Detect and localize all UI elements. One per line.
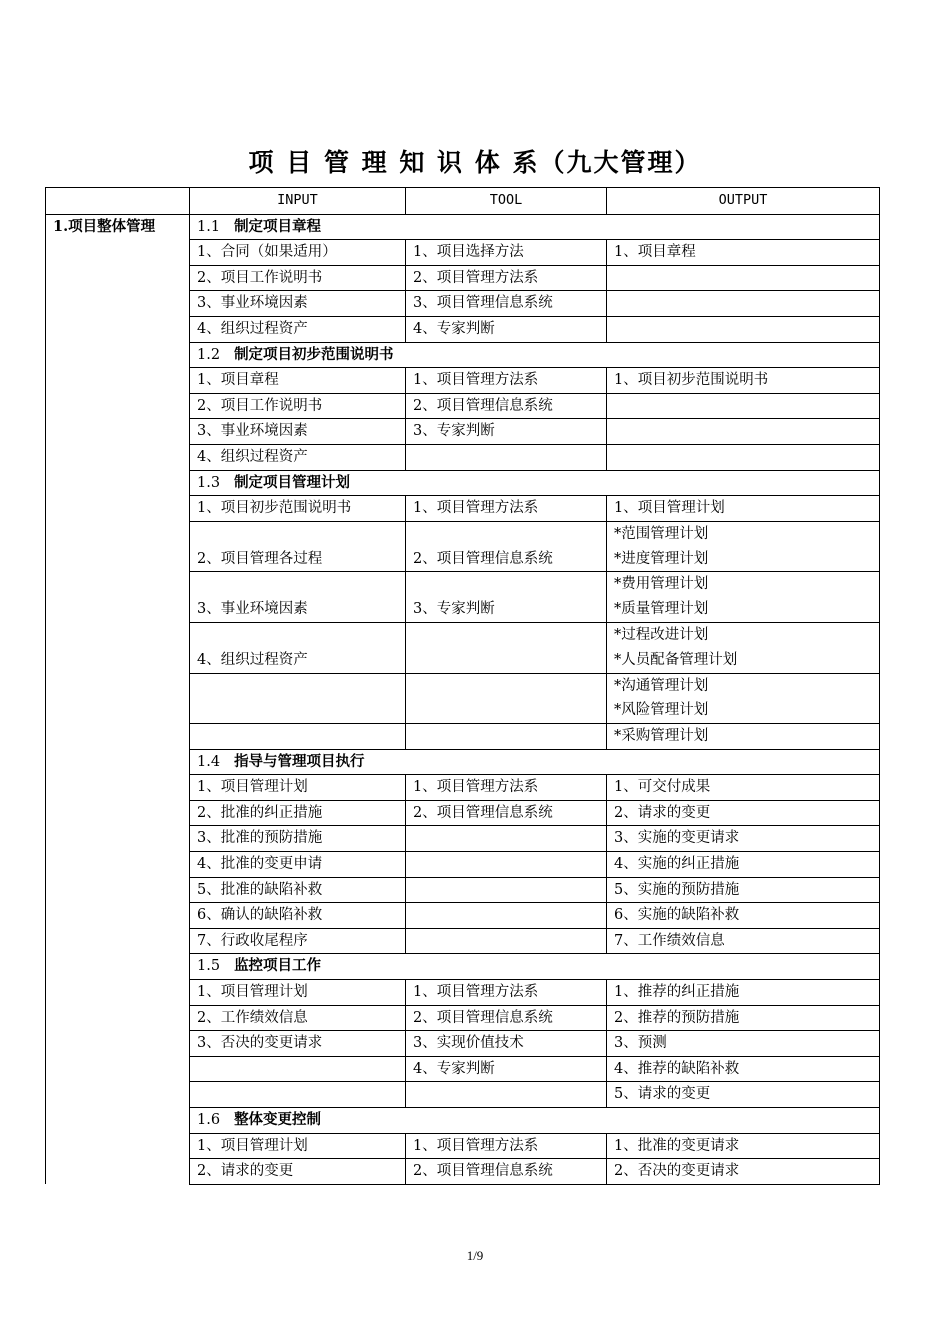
input-cell: 1、项目管理计划: [190, 1133, 406, 1159]
section-heading: [190, 954, 880, 980]
section-heading: [190, 1108, 880, 1134]
tool-cell: [406, 444, 607, 470]
tool-cell: 1、项目选择方法: [406, 240, 607, 266]
section-number: 1.2: [197, 346, 221, 363]
output-cell: 3、实施的变更请求: [607, 826, 880, 852]
input-cell: 2、批准的纠正措施: [190, 800, 406, 826]
input-cell: 3、批准的预防措施: [190, 826, 406, 852]
page-title: 项 目 管 理 知 识 体 系（九大管理）: [248, 148, 702, 177]
input-cell: 2、请求的变更: [190, 1159, 406, 1185]
tool-cell: 2、项目管理方法系: [406, 265, 607, 291]
input-cell: 1、项目管理计划: [190, 775, 406, 801]
tool-cell: [406, 826, 607, 852]
output-cell: [607, 393, 880, 419]
header-row: [46, 188, 880, 215]
section-name: 制定项目章程: [234, 217, 322, 235]
tool-cell: [406, 877, 607, 903]
output-cell: [607, 316, 880, 342]
output-line: *人员配备管理计划: [614, 651, 738, 668]
output-cell: 4、实施的纠正措施: [607, 852, 880, 878]
input-cell: [190, 724, 406, 750]
section-number: 1.3: [197, 474, 221, 491]
output-line: *范围管理计划: [614, 525, 709, 542]
output-cell: 1、项目章程: [607, 240, 880, 266]
section-name: 整体变更控制: [234, 1111, 322, 1128]
section-heading: [190, 470, 880, 496]
header-tool: TOOL: [406, 188, 607, 215]
output-cell: 3、预测: [607, 1031, 880, 1057]
input-cell: 1、合同（如果适用）: [190, 240, 406, 266]
input-cell: [190, 1082, 406, 1108]
section-number: 1.1: [197, 218, 221, 235]
output-cell: 1、批准的变更请求: [607, 1133, 880, 1159]
header-blank: [46, 188, 190, 215]
tool-cell: [406, 673, 607, 724]
input-cell: [190, 1056, 406, 1082]
output-cell: 1、项目初步范围说明书: [607, 368, 880, 394]
header-input: INPUT: [190, 188, 406, 215]
output-cell: [607, 265, 880, 291]
output-cell: 1、可交付成果: [607, 775, 880, 801]
output-cell: 5、请求的变更: [607, 1082, 880, 1108]
tool-cell: 1、项目管理方法系: [406, 775, 607, 801]
input-cell: 4、组织过程资产: [190, 622, 406, 673]
output-cell: [607, 419, 880, 445]
section-name: 制定项目管理计划: [234, 473, 351, 491]
output-cell: *采购管理计划: [607, 724, 880, 750]
input-cell: 7、行政收尾程序: [190, 928, 406, 954]
section-number: 1.5: [197, 958, 221, 975]
tool-cell: 2、项目管理信息系统: [406, 393, 607, 419]
tool-cell: 1、项目管理方法系: [406, 368, 607, 394]
output-cell: 2、请求的变更: [607, 800, 880, 826]
output-cell: 2、否决的变更请求: [607, 1159, 880, 1185]
section-heading: [190, 214, 880, 240]
output-line: *费用管理计划: [614, 576, 709, 593]
input-cell: 3、否决的变更请求: [190, 1031, 406, 1057]
section-heading: [190, 749, 880, 775]
section-name: 监控项目工作: [234, 957, 322, 975]
tool-cell: 3、专家判断: [406, 419, 607, 445]
output-cell: 6、实施的缺陷补救: [607, 903, 880, 929]
tool-cell: 4、专家判断: [406, 1056, 607, 1082]
output-cell: [607, 673, 880, 724]
tool-cell: 4、专家判断: [406, 316, 607, 342]
output-line: *进度管理计划: [614, 550, 709, 567]
output-cell: [607, 521, 880, 572]
input-cell: 2、项目管理各过程: [190, 521, 406, 572]
tool-cell: 2、项目管理信息系统: [406, 1159, 607, 1185]
tool-cell: [406, 903, 607, 929]
tool-cell: [406, 852, 607, 878]
tool-cell: [406, 724, 607, 750]
section-number: 1.6: [197, 1112, 221, 1128]
output-cell: [607, 572, 880, 623]
tool-cell: [406, 1082, 607, 1108]
tool-cell: 3、实现价值技术: [406, 1031, 607, 1057]
output-line: *过程改进计划: [614, 626, 709, 643]
input-cell: 2、项目工作说明书: [190, 265, 406, 291]
output-cell: 1、推荐的纠正措施: [607, 980, 880, 1006]
section-name: 指导与管理项目执行: [234, 752, 365, 770]
tool-cell: 2、项目管理信息系统: [406, 800, 607, 826]
input-cell: 5、批准的缺陷补救: [190, 877, 406, 903]
output-cell: 7、工作绩效信息: [607, 928, 880, 954]
output-cell: 5、实施的预防措施: [607, 877, 880, 903]
input-cell: 1、项目管理计划: [190, 980, 406, 1006]
output-cell: [607, 444, 880, 470]
output-cell: [607, 622, 880, 673]
output-cell: [607, 291, 880, 317]
input-cell: 3、事业环境因素: [190, 419, 406, 445]
section-row: [46, 214, 880, 240]
input-cell: 4、组织过程资产: [190, 444, 406, 470]
page-number: 1/9: [466, 1248, 484, 1263]
tool-cell: 1、项目管理方法系: [406, 1133, 607, 1159]
header-output: OUTPUT: [607, 188, 880, 215]
input-cell: 6、确认的缺陷补救: [190, 903, 406, 929]
input-cell: [190, 673, 406, 724]
input-cell: 4、批准的变更申请: [190, 852, 406, 878]
output-line: *质量管理计划: [614, 601, 709, 618]
tool-cell: [406, 622, 607, 673]
knowledge-table: [45, 187, 880, 1185]
input-cell: 3、事业环境因素: [190, 291, 406, 317]
input-cell: 1、项目章程: [190, 368, 406, 394]
output-line: *风险管理计划: [614, 702, 709, 719]
input-cell: 3、事业环境因素: [190, 572, 406, 623]
section-name: 制定项目初步范围说明书: [234, 345, 394, 363]
tool-cell: 3、专家判断: [406, 572, 607, 623]
tool-cell: 2、项目管理信息系统: [406, 1005, 607, 1031]
output-cell: 1、项目管理计划: [607, 496, 880, 522]
output-cell: 4、推荐的缺陷补救: [607, 1056, 880, 1082]
knowledge-area: 1.项目整体管理: [46, 214, 190, 1184]
tool-cell: 2、项目管理信息系统: [406, 521, 607, 572]
input-cell: 1、项目初步范围说明书: [190, 496, 406, 522]
tool-cell: 1、项目管理方法系: [406, 980, 607, 1006]
tool-cell: 3、项目管理信息系统: [406, 291, 607, 317]
tool-cell: 1、项目管理方法系: [406, 496, 607, 522]
tool-cell: [406, 928, 607, 954]
output-line: *沟通管理计划: [614, 677, 709, 694]
input-cell: 4、组织过程资产: [190, 316, 406, 342]
output-cell: 2、推荐的预防措施: [607, 1005, 880, 1031]
section-number: 1.4: [197, 753, 221, 770]
input-cell: 2、项目工作说明书: [190, 393, 406, 419]
input-cell: 2、工作绩效信息: [190, 1005, 406, 1031]
section-heading: [190, 342, 880, 368]
